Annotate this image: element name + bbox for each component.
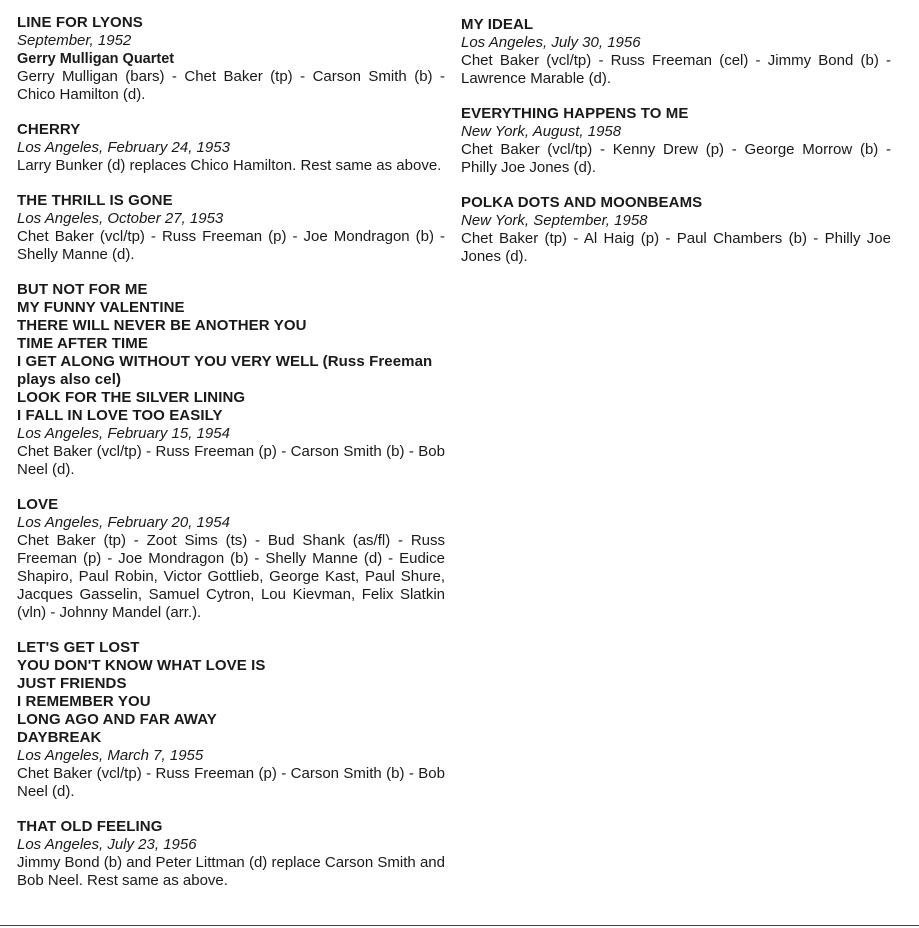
track-title: THERE WILL NEVER BE ANOTHER YOU xyxy=(17,317,307,334)
personnel: Larry Bunker (d) replaces Chico Hamilton. Rest same as above. xyxy=(17,157,442,174)
session-date: Los Angeles, February 20, 1954 xyxy=(17,514,230,531)
track-title: EVERYTHING HAPPENS TO ME xyxy=(461,105,689,122)
track-title: YOU DON'T KNOW WHAT LOVE IS xyxy=(17,657,266,674)
personnel: Chet Baker (vcl/tp) - Russ Freeman (p) - Joe Mondragon (b) - Shelly Manne (d). xyxy=(17,228,445,263)
page-bottom-rule xyxy=(0,925,919,926)
track-title: I GET ALONG WITHOUT YOU VERY WELL (Russ Freeman plays also cel) xyxy=(17,353,433,388)
personnel: Jimmy Bond (b) and Peter Littman (d) replace Carson Smith and Bob Neel. Rest same as above. xyxy=(17,854,445,889)
session-entry xyxy=(17,639,445,801)
session-entry xyxy=(17,192,445,264)
session-date: Los Angeles, July 23, 1956 xyxy=(17,836,197,853)
track-title: LONG AGO AND FAR AWAY xyxy=(17,711,217,728)
track-title: CHERRY xyxy=(17,121,81,138)
track-title: I FALL IN LOVE TOO EASILY xyxy=(17,407,223,424)
session-date: September, 1952 xyxy=(17,32,132,49)
right-column xyxy=(461,16,891,283)
session-date: Los Angeles, July 30, 1956 xyxy=(461,34,641,51)
session-date: Los Angeles, February 24, 1953 xyxy=(17,139,230,156)
track-title: THAT OLD FEELING xyxy=(17,818,163,835)
personnel: Chet Baker (vcl/tp) - Russ Freeman (p) - Carson Smith (b) - Bob Neel (d). xyxy=(17,765,445,800)
track-title: TIME AFTER TIME xyxy=(17,335,148,352)
session-entry xyxy=(461,16,891,88)
session-date: Los Angeles, March 7, 1955 xyxy=(17,747,204,764)
track-title: BUT NOT FOR ME xyxy=(17,281,148,298)
track-title: THE THRILL IS GONE xyxy=(17,192,173,209)
personnel: Chet Baker (vcl/tp) - Russ Freeman (cel) - Jimmy Bond (b) - Lawrence Marable (d). xyxy=(461,52,891,87)
track-title: MY FUNNY VALENTINE xyxy=(17,299,185,316)
personnel: Chet Baker (vcl/tp) - Kenny Drew (p) - George Morrow (b) - Philly Joe Jones (d). xyxy=(461,141,891,176)
session-entry xyxy=(17,496,445,622)
session-entry xyxy=(17,14,445,104)
session-entry xyxy=(461,105,891,177)
personnel: Chet Baker (tp) - Zoot Sims (ts) - Bud Shank (as/fl) - Russ Freeman (p) - Joe Mondragon (b) - Shelly Manne (d) - Eudice Shapiro, Paul Robin, Victor Gottlieb, George Kast, Paul Shure, Jacques Gasselin, Samuel Cytron, Lou Kievman, Felix Slatkin (vln) - Johnny Mandel (arr.). xyxy=(17,532,445,621)
session-date: Los Angeles, February 15, 1954 xyxy=(17,425,230,442)
track-title: I REMEMBER YOU xyxy=(17,693,151,710)
track-title: LINE FOR LYONS xyxy=(17,14,143,31)
track-title: POLKA DOTS AND MOONBEAMS xyxy=(461,194,703,211)
session-entry xyxy=(17,121,445,175)
track-title: LET'S GET LOST xyxy=(17,639,140,656)
group-name: Gerry Mulligan Quartet xyxy=(17,51,175,67)
personnel: Chet Baker (vcl/tp) - Russ Freeman (p) - Carson Smith (b) - Bob Neel (d). xyxy=(17,443,445,478)
session-entry xyxy=(17,818,445,890)
personnel: Chet Baker (tp) - Al Haig (p) - Paul Chambers (b) - Philly Joe Jones (d). xyxy=(461,230,891,265)
track-title: LOVE xyxy=(17,496,59,513)
personnel: Gerry Mulligan (bars) - Chet Baker (tp) - Carson Smith (b) - Chico Hamilton (d). xyxy=(17,68,445,103)
session-entry xyxy=(461,194,891,266)
session-entry xyxy=(17,281,445,479)
session-date: New York, September, 1958 xyxy=(461,212,648,229)
track-title: DAYBREAK xyxy=(17,729,102,746)
session-date: Los Angeles, October 27, 1953 xyxy=(17,210,224,227)
track-title: MY IDEAL xyxy=(461,16,534,33)
session-date: New York, August, 1958 xyxy=(461,123,622,140)
left-column xyxy=(17,14,445,907)
track-title: JUST FRIENDS xyxy=(17,675,127,692)
track-title: LOOK FOR THE SILVER LINING xyxy=(17,389,246,406)
